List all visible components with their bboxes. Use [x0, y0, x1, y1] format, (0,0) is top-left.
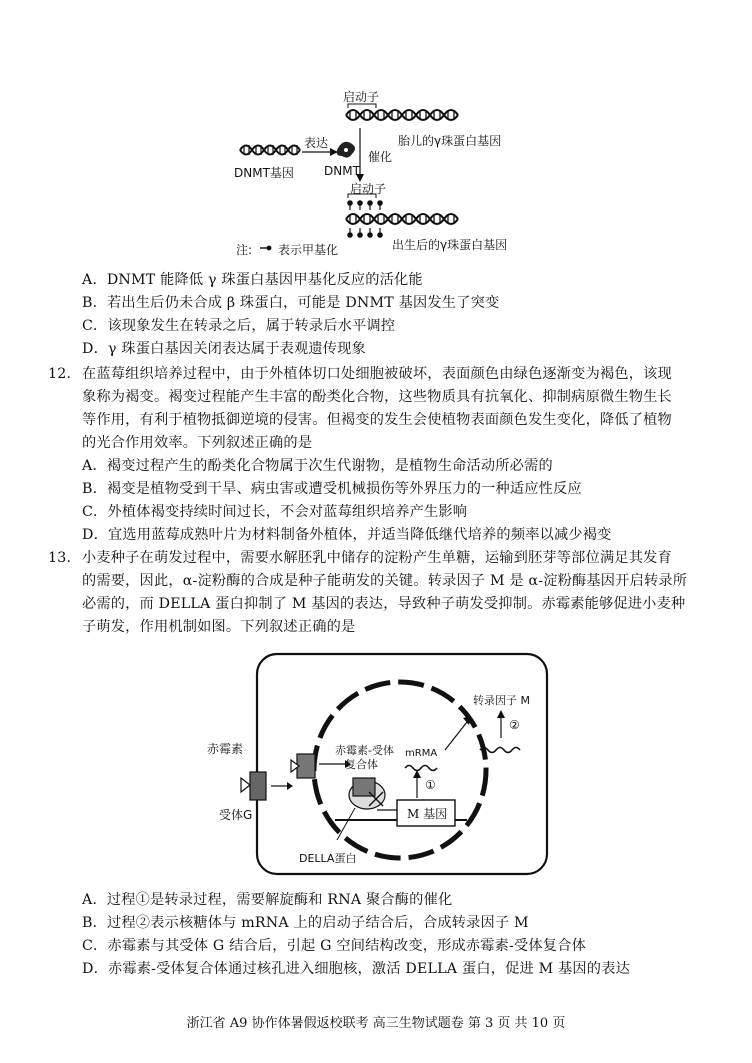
label-promoter-bottom: 启动子	[350, 182, 387, 196]
q13-option-a: A．过程①是转录过程，需要解旋酶和 RNA 聚合酶的催化	[82, 892, 453, 908]
figure-dnmt	[230, 84, 530, 260]
q13-stem-line: 必需的，而 DELLA 蛋白抑制了 M 基因的表达，导致种子萌发受抑制。赤霉素能够促进小麦种	[82, 596, 686, 612]
receptor-g	[241, 772, 266, 800]
q13-number: 13.	[48, 550, 72, 566]
figure-gibberellin	[205, 650, 555, 880]
label-gibberellin: 赤霉素	[207, 742, 244, 756]
label-note-text: 表示甲基化	[278, 243, 339, 257]
q12-stem-line: 在蓝莓组织培养过程中，由于外植体切口处细胞被破坏，表面颜色由绿色逐渐变为褐色，该现	[82, 366, 672, 382]
label-postnatal-gene: 出生后的γ珠蛋白基因	[392, 238, 508, 252]
label-m-gene: M 基因	[407, 807, 448, 821]
dna-helix-bottom	[346, 214, 458, 224]
q11-option-d: D．γ 珠蛋白基因关闭表达属于表观遗传现象	[82, 341, 366, 357]
q11-option-c: C．该现象发生在转录之后，属于转录后水平调控	[82, 318, 396, 334]
label-della: DELLA蛋白	[299, 852, 357, 865]
q12-number: 12.	[48, 366, 72, 382]
label-tf-m: 转录因子 M	[473, 694, 530, 707]
q12-stem-line: 等作用，有利于植物抵御逆境的侵害。但褐变的发生会使植物表面颜色发生变化，降低了植物	[82, 412, 672, 428]
mrna-squiggle	[405, 766, 437, 771]
q13-option-d: D．赤霉素-受体复合体通过核孔进入细胞核，激活 DELLA 蛋白，促进 M 基因的表达	[82, 961, 630, 977]
q12-stem-line: 象称为褐变。褐变过程能产生丰富的酚类化合物，这些物质具有抗氧化、抑制病原微生物生长	[82, 389, 672, 405]
q13-stem-line: 子萌发，作用机制如图。下列叙述正确的是	[82, 619, 356, 635]
q12-option-a: A．褐变过程产生的酚类化合物属于次生代谢物，是植物生命活动所必需的	[82, 458, 553, 474]
methyl-marks	[348, 201, 382, 237]
dna-helix-dnmt	[240, 145, 300, 155]
q12-option-c: C．外植体褐变持续时间过长，不会对蓝莓组织培养产生影响	[82, 504, 468, 520]
q13-stem-line: 小麦种子在萌发过程中，需要水解胚乳中储存的淀粉产生单糖，运输到胚芽等部位满足其发育	[82, 550, 672, 566]
label-step2: ②	[509, 718, 520, 732]
q12-stem-line: 的光合作用效率。下列叙述正确的是	[82, 435, 313, 451]
methyl-legend-icon	[260, 246, 271, 251]
q13-option-c: C．赤霉素与其受体 G 结合后，引起 G 空间结构改变，形成赤霉素-受体复合体	[82, 938, 586, 954]
q13-stem-line: 的需要，因此，α-淀粉酶的合成是种子能萌发的关键。转录因子 M 是 α-淀粉酶基因开启转录所	[82, 573, 688, 589]
figure-gibberellin-graphic	[205, 650, 555, 880]
label-fetal-gene: 胎儿的γ珠蛋白基因	[398, 134, 502, 148]
label-step1: ①	[425, 778, 436, 792]
label-dnmt: DNMT	[324, 164, 360, 178]
dna-helix-top	[346, 110, 458, 120]
label-receptor-g: 受体G	[219, 808, 253, 822]
label-promoter-top: 启动子	[343, 90, 380, 104]
page-footer: 浙江省 A9 协作体暑假返校联考 高三生物试题卷 第 3 页 共 10 页	[186, 1016, 566, 1031]
complex-cytoplasm	[291, 754, 315, 778]
q13-option-b: B．过程②表示核糖体与 mRNA 上的启动子结合后，合成转录因子 M	[82, 915, 529, 931]
label-express: 表达	[304, 136, 329, 150]
label-complex-line2: 复合体	[345, 758, 378, 771]
label-note-prefix: 注:	[236, 243, 253, 257]
q11-option-b: B．若出生后仍未合成 β 珠蛋白，可能是 DNMT 基因发生了突变	[82, 295, 500, 311]
label-dnmt-gene: DNMT基因	[234, 166, 294, 180]
label-complex-line1: 赤霉素-受体	[335, 744, 394, 757]
dnmt-enzyme	[337, 142, 355, 158]
nucleus-envelope	[314, 682, 486, 858]
q12-option-d: D．宜选用蓝莓成熟叶片为材料制备外植体，并适当降低继代培养的频率以减少褐变	[82, 527, 612, 543]
q11-option-a: A．DNMT 能降低 γ 珠蛋白基因甲基化反应的活化能	[82, 272, 423, 288]
complex-nucleus	[353, 778, 375, 796]
label-catalyze: 催化	[368, 150, 393, 164]
q12-option-b: B．褐变是植物受到干旱、病虫害或遭受机械损伤等外界压力的一种适应性反应	[82, 481, 582, 497]
label-mrna: mRMA	[405, 748, 438, 759]
